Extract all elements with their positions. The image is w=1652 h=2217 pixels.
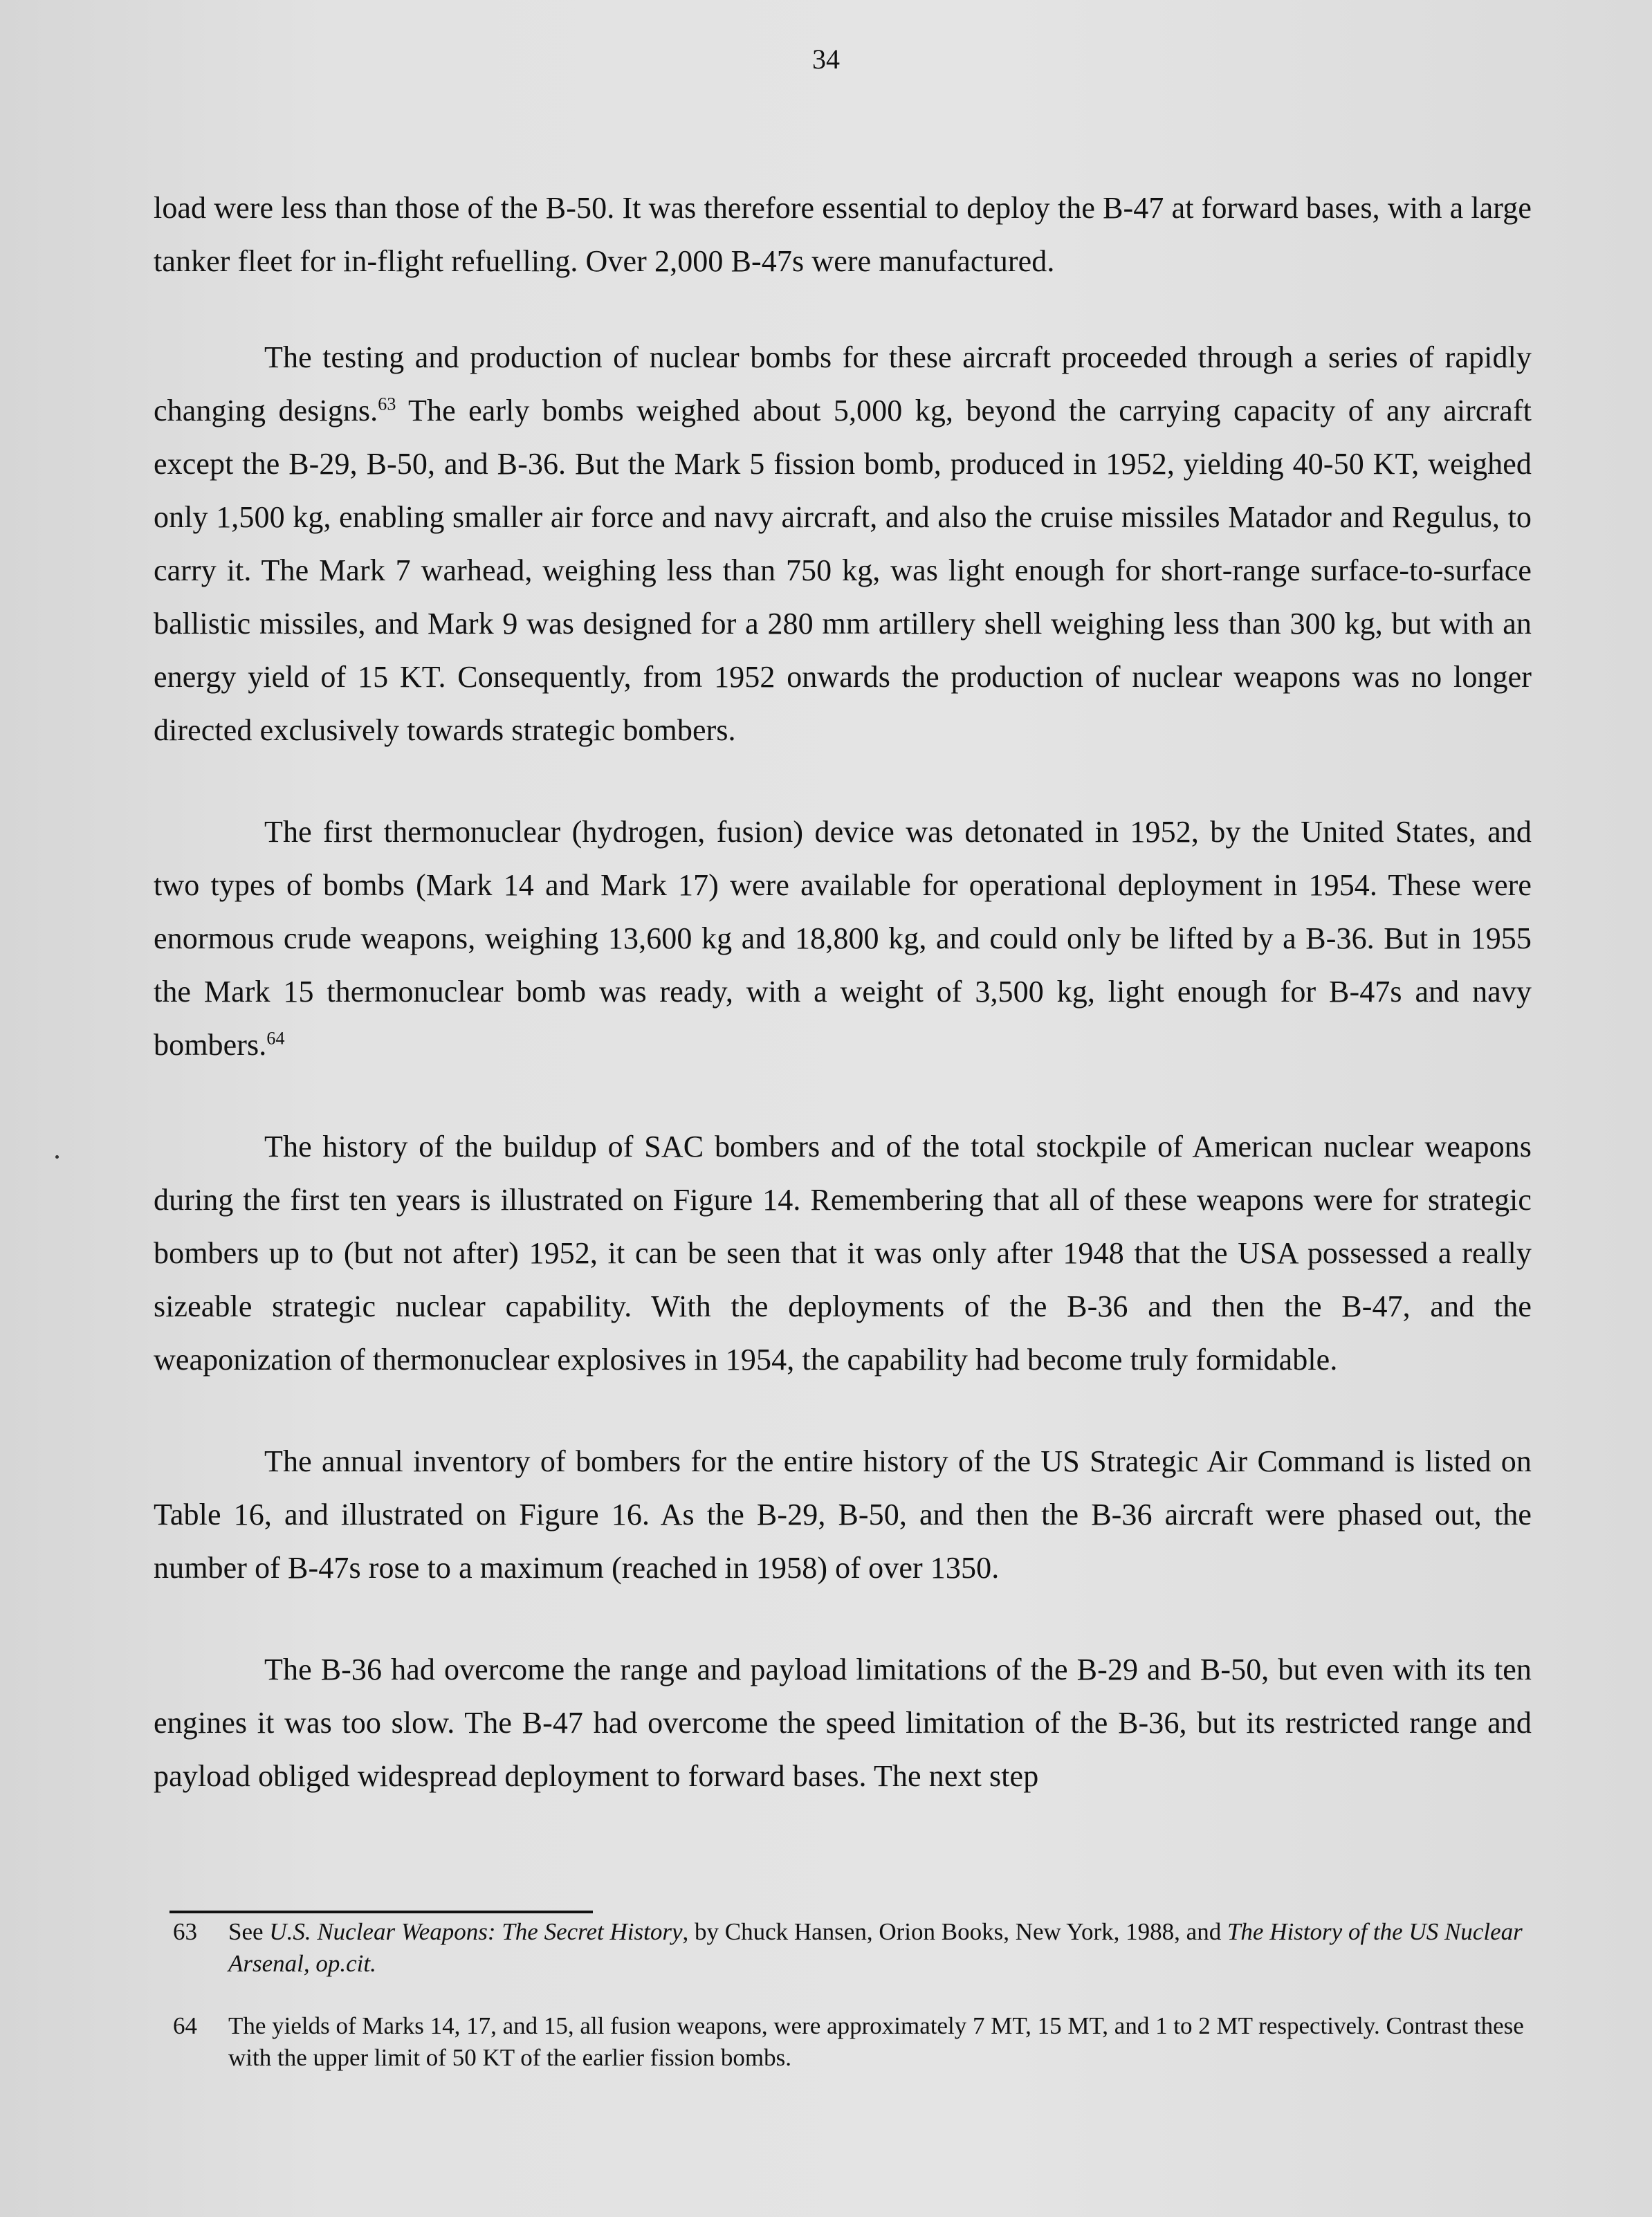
footnotes: [173, 1916, 1550, 2104]
paragraph-text: The testing and production of nuclear bombs for these aircraft proceeded through a series of rapidly changing designs.: [154, 340, 1532, 427]
footnote-lead: See: [228, 1918, 270, 1945]
footnote-63: [173, 1916, 1550, 1980]
scan-speck: [55, 1155, 59, 1159]
paragraph-thermonuclear: [154, 805, 1532, 1071]
footnote-64: [173, 2010, 1550, 2074]
paragraph-text: The first thermonuclear (hydrogen, fusion) device was detonated in 1952, by the United States, and two types of bombs (Mark 14 and Mark 17) were available for operational deployment in 1954. These were enormous crude weapons, weighing 13,600 kg and 18,800 kg, and could only be lifted by a B-36. But in 1955 the Mark 15 thermonuclear bomb was ready, with a weight of 3,500 kg, light enough for B-47s and navy bombers.: [154, 815, 1532, 1062]
footnote-ref-64[interactable]: 64: [266, 1028, 285, 1049]
footnote-title-arsenal: The History of the US Nuclear Arsenal, op.cit.: [228, 1918, 1523, 1977]
footnote-number: 64: [173, 2012, 197, 2039]
footnote-title-secret-history: U.S. Nuclear Weapons: The Secret History: [269, 1918, 683, 1945]
paragraph-text: The early bombs weighed about 5,000 kg, beyond the carrying capacity of any aircraft except the B-29, B-50, and B-36. But the Mark 5 fission bomb, produced in 1952, yielding 40-50 KT, weighed only 1,500 kg, enabling smaller air force and navy aircraft, and also the cruise missiles Matador and Regulus, to carry it. The Mark 7 warhead, weighing less than 750 kg, was light enough for short-range surface-to-surface ballistic missiles, and Mark 9 was designed for a 280 mm artillery shell weighing less than 300 kg, but with an energy yield of 15 KT. Consequently, from 1952 onwards the production of nuclear weapons was no longer directed exclusively towards strategic bombers.: [154, 394, 1532, 747]
paragraph-b36-limitations: The B-36 had overcome the range and payload limitations of the B-29 and B-50, but even with its ten engines it was too slow. The B-47 had overcome the speed limitation of the B-36, but its restricted range and payload obliged widespread deployment to forward bases. The next step: [154, 1653, 1532, 1793]
footnote-number: 63: [173, 1918, 197, 1945]
paragraph-annual-inventory: The annual inventory of bombers for the entire history of the US Strategic Air Command is listed on Table 16, and illustrated on Figure 16. As the B-29, B-50, and then the B-36 aircraft were phased out, the number of B-47s rose to a maximum (reached in 1958) of over 1350.: [154, 1444, 1532, 1585]
paragraph-bomb-designs: [154, 331, 1532, 757]
paragraph-sac-buildup: The history of the buildup of SAC bombers and of the total stockpile of American nuclear weapons during the first ten years is illustrated on Figure 14. Remembering that all of these weapons were for strategic bombers up to (but not after) 1952, it can be seen that it was only after 1948 that the USA possessed a really sizeable strategic nuclear capability. With the deployments of the B-36 and then the B-47, and the weaponization of thermonuclear explosives in 1954, the capability had become truly formidable.: [154, 1130, 1532, 1377]
footnote-text: [228, 1916, 1550, 1980]
paragraph-continuation: load were less than those of the B-50. It was therefore essential to deploy the B-47 at forward bases, with a large tanker fleet for in-flight refuelling. Over 2,000 B-47s were manufactured.: [154, 191, 1532, 278]
footnote-ref-63[interactable]: 63: [378, 394, 396, 414]
body-text: [154, 181, 1532, 1851]
footnote-divider: [169, 1911, 593, 1913]
footnote-middle: , by Chuck Hansen, Orion Books, New York, 1988, and: [682, 1918, 1227, 1945]
footnote-text: The yields of Marks 14, 17, and 15, all fusion weapons, were approximately 7 MT, 15 MT, and 1 to 2 MT respectively. Contrast these with the upper limit of 50 KT of the earlier fission bombs.: [228, 2012, 1524, 2071]
page-number: 34: [812, 44, 840, 75]
